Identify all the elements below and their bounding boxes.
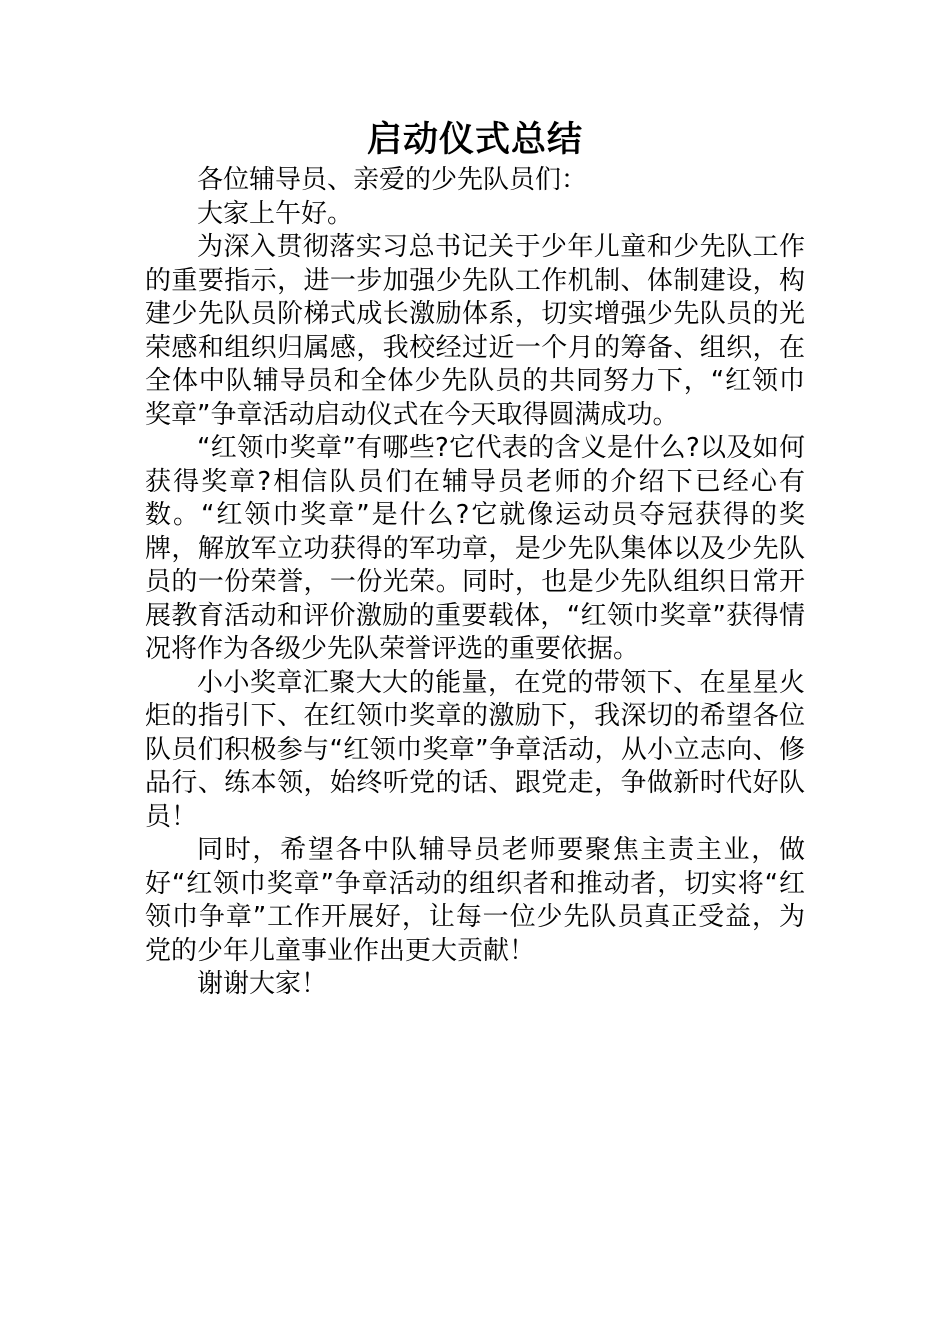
body-paragraph: 小小奖章汇聚大大的能量，在党的带领下、在星星火炬的指引下、在红领巾奖章的激励下，我深切的希望各位队员们积极参与“红领巾奖章”争章活动，从小立志向、修品行、练本领，始终听党的话、跟党走，争做新时代好队员！ xyxy=(145,667,805,832)
body-paragraph: “红领巾奖章”有哪些?它代表的含义是什么?以及如何获得奖章?相信队员们在辅导员老师的介绍下已经心有数。“红领巾奖章”是什么?它就像运动员夺冠获得的奖牌，解放军立功获得的军功章，是少先队集体以及少先队员的一份荣誉，一份光荣。同时，也是少先队组织日常开展教育活动和评价激励的重要载体，“红领巾奖章”获得情况将作为各级少先队荣誉评选的重要依据。 xyxy=(145,433,805,664)
document-title: 启动仪式总结 xyxy=(366,120,583,160)
document-body xyxy=(145,164,805,1002)
body-paragraph: 为深入贯彻落实习总书记关于少年儿童和少先队工作的重要指示，进一步加强少先队工作机制、体制建设，构建少先队员阶梯式成长激励体系，切实增强少先队员的光荣感和组织归属感，我校经过近一个月的筹备、组织，在全体中队辅导员和全体少先队员的共同努力下，“红领巾奖章”争章活动启动仪式在今天取得圆满成功。 xyxy=(145,232,805,430)
body-paragraph: 同时，希望各中队辅导员老师要聚焦主责主业，做好“红领巾奖章”争章活动的组织者和推动者，切实将“红领巾争章”工作开展好，让每一位少先队员真正受益，为党的少年儿童事业作出更大贡献！ xyxy=(145,835,805,966)
salutation-paragraph: 大家上午好。 xyxy=(197,198,354,229)
greeting-paragraph: 各位辅导员、亲爱的少先队员们： xyxy=(197,165,588,195)
closing-paragraph: 谢谢大家！ xyxy=(197,969,328,999)
